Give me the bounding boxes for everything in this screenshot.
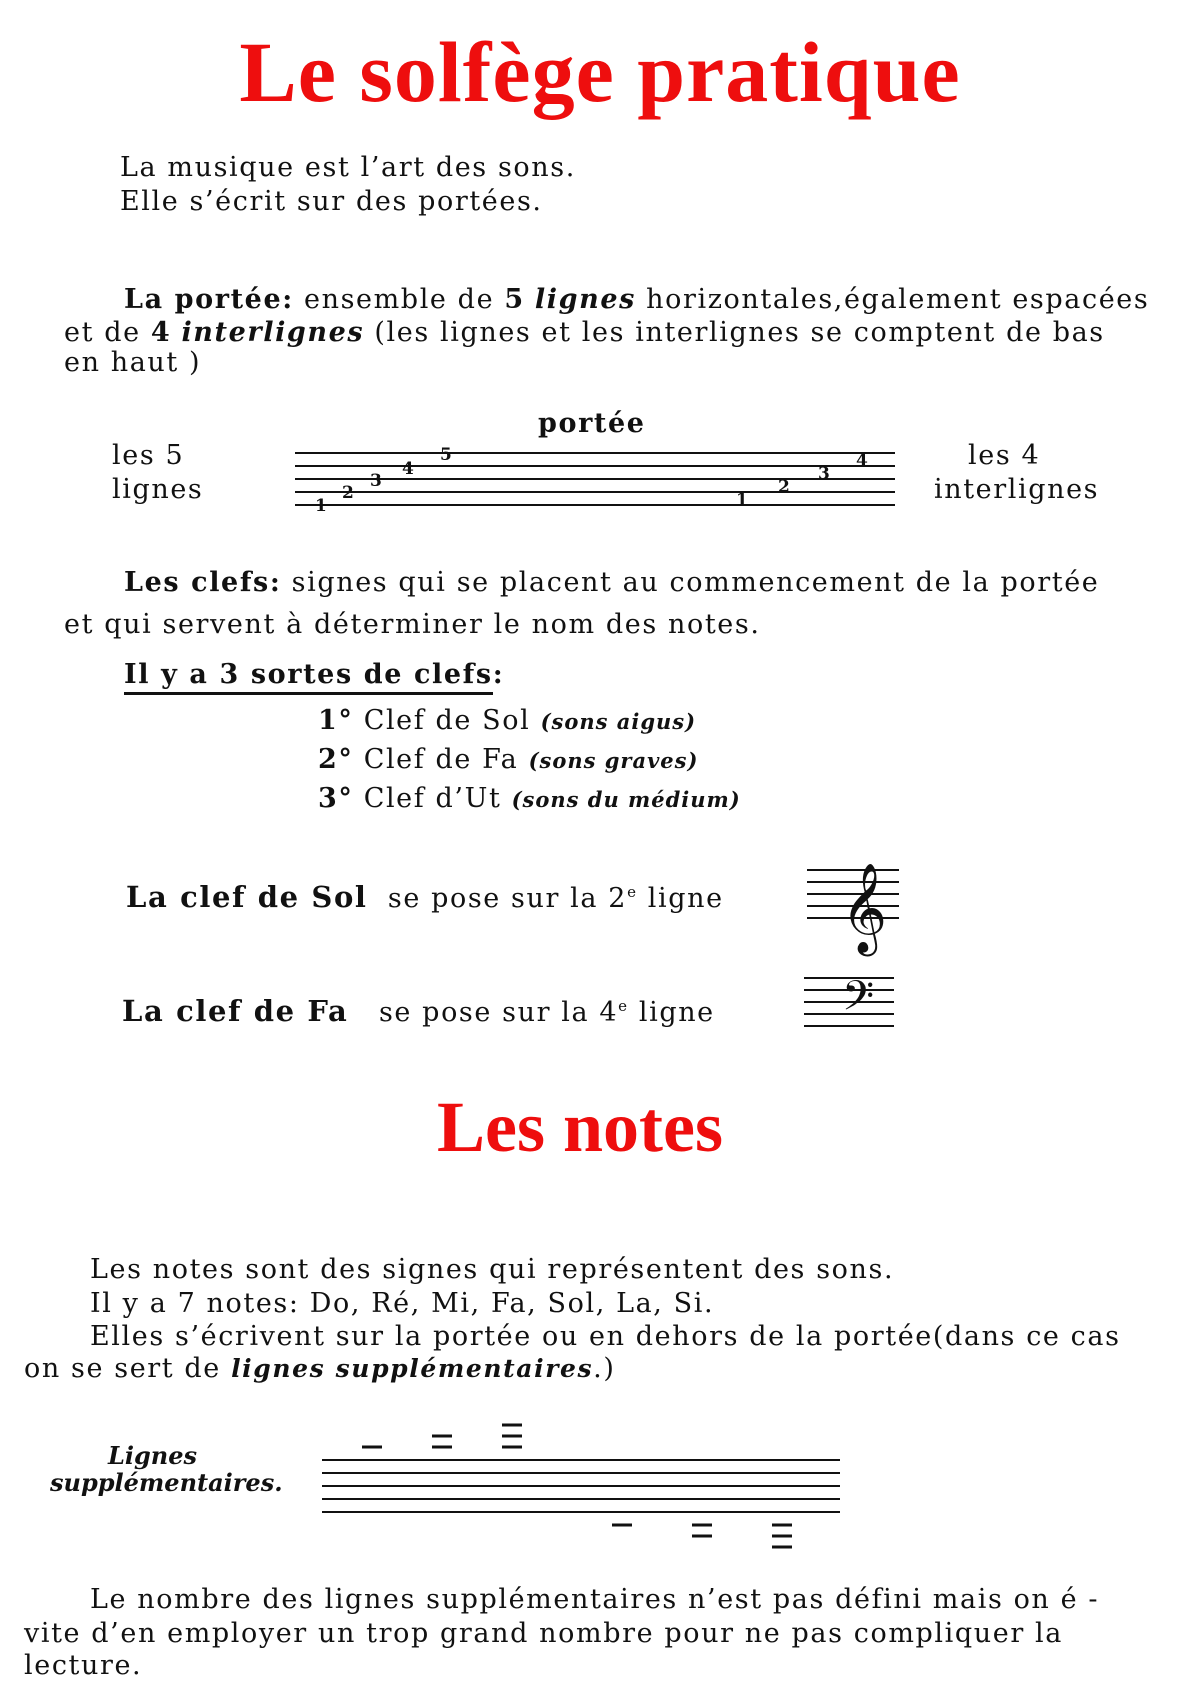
portee-def-a: ensemble de xyxy=(304,284,495,315)
portee-def-b: horizontales,également espacées xyxy=(646,284,1150,315)
clefs-def-a: signes qui se placent au commencement de la portée xyxy=(291,567,1100,598)
portee-five: 5 xyxy=(504,284,525,315)
line-number-2: 2 xyxy=(342,483,354,503)
portee-four: 4 xyxy=(150,317,172,348)
clef-item-2-name: Clef de Fa xyxy=(363,744,519,775)
line-number-3: 3 xyxy=(370,471,382,491)
clef-fa-sup: e xyxy=(618,997,629,1015)
space-number-3: 3 xyxy=(818,464,830,484)
notes-line-3: Elles s’écrivent sur la portée ou en dehors de la portée(dans ce cas xyxy=(90,1321,1121,1352)
closing-line-3: lecture. xyxy=(24,1650,143,1681)
portee-and: et de xyxy=(64,317,141,348)
portee-definition-line-3: en haut ) xyxy=(64,347,202,378)
portee-interlignes: interlignes xyxy=(181,317,365,348)
ledger-label-2: supplémentaires. xyxy=(50,1468,283,1497)
clef-item-2-num: 2° xyxy=(318,744,354,775)
notes-line-4 xyxy=(24,1353,616,1384)
clef-item-3-name: Clef d’Ut xyxy=(363,783,502,814)
clef-sol-term: La clef de Sol xyxy=(126,880,368,914)
space-number-1: 1 xyxy=(736,490,748,510)
clef-item-2-note: (sons graves) xyxy=(528,748,699,773)
clef-item-1-num: 1° xyxy=(318,705,354,736)
closing-line-2: vite d’en employer un trop grand nombre pour ne pas compliquer la xyxy=(24,1618,1063,1649)
portee-definition-line-1 xyxy=(124,284,1149,315)
clef-fa-end: ligne xyxy=(638,997,715,1028)
line-number-5: 5 xyxy=(440,445,452,465)
clef-item-2 xyxy=(318,744,698,775)
clefs-colon: : xyxy=(269,567,282,598)
staff-left-label-2: lignes xyxy=(112,474,204,505)
clef-item-3 xyxy=(318,783,741,814)
clef-item-3-num: 3° xyxy=(318,783,354,814)
staff-right-label-2: interlignes xyxy=(934,474,1100,505)
clef-sol-end: ligne xyxy=(647,883,724,914)
staff-figure-title: portée xyxy=(538,408,646,439)
staff-right-label-1: les 4 xyxy=(968,440,1041,471)
clefs-definition-line-2: et qui servent à déterminer le nom des notes. xyxy=(64,609,761,640)
notes-line-4b: lignes supplémentaires xyxy=(231,1354,594,1383)
clef-fa-text: se pose sur la 4 xyxy=(378,997,619,1028)
staff-diagram xyxy=(290,445,910,525)
clef-item-1-note: (sons aigus) xyxy=(540,709,697,734)
clef-sol-text: se pose sur la 2 xyxy=(387,883,628,914)
portee-colon: : xyxy=(282,284,294,315)
portee-definition-line-2 xyxy=(64,317,1105,348)
clef-item-3-note: (sons du médium) xyxy=(511,787,741,812)
bass-clef-icon: 𝄢 xyxy=(842,972,875,1030)
clefs-definition-line-1 xyxy=(124,567,1099,598)
bass-clef-staff xyxy=(802,970,902,1050)
clefs-heading-colon: : xyxy=(492,659,505,690)
line-number-1: 1 xyxy=(315,496,327,516)
notes-line-4c: .) xyxy=(593,1353,616,1384)
line-number-4: 4 xyxy=(402,459,414,479)
space-number-2: 2 xyxy=(778,477,790,497)
notes-line-2: Il y a 7 notes: Do, Ré, Mi, Fa, Sol, La, Si. xyxy=(90,1288,715,1319)
clef-fa-rule xyxy=(122,994,715,1028)
page-title: Le solfège pratique xyxy=(239,24,961,120)
clefs-heading xyxy=(124,659,504,690)
portee-def-c: (les lignes et les interlignes se comptent de bas xyxy=(374,317,1105,348)
notes-line-4a: on se sert de xyxy=(24,1353,221,1384)
notes-line-1: Les notes sont des signes qui représentent des sons. xyxy=(90,1254,895,1285)
space-number-4: 4 xyxy=(856,451,868,471)
staff-left-label-1: les 5 xyxy=(112,440,185,471)
closing-line-1: Le nombre des lignes supplémentaires n’est pas défini mais on é - xyxy=(90,1584,1100,1615)
ledger-label-1: Lignes xyxy=(108,1441,198,1470)
clef-item-1 xyxy=(318,705,696,736)
clef-fa-term: La clef de Fa xyxy=(122,994,349,1028)
treble-clef-icon: 𝄞 xyxy=(841,863,888,953)
notes-section-title: Les notes xyxy=(437,1087,723,1167)
clefs-term: Les clefs xyxy=(124,567,270,598)
clef-sol-rule xyxy=(126,880,724,914)
portee-term: La portée xyxy=(124,284,283,315)
clef-item-1-name: Clef de Sol xyxy=(363,705,531,736)
clef-sol-sup: e xyxy=(627,883,638,901)
ledger-lines-diagram xyxy=(320,1420,840,1560)
intro-line-1: La musique est l’art des sons. xyxy=(120,152,576,183)
intro-line-2: Elle s’écrit sur des portées. xyxy=(120,186,543,217)
clefs-heading-text: Il y a 3 sortes de clefs xyxy=(124,659,493,695)
treble-clef-staff xyxy=(805,850,905,953)
portee-lignes: lignes xyxy=(534,284,636,315)
